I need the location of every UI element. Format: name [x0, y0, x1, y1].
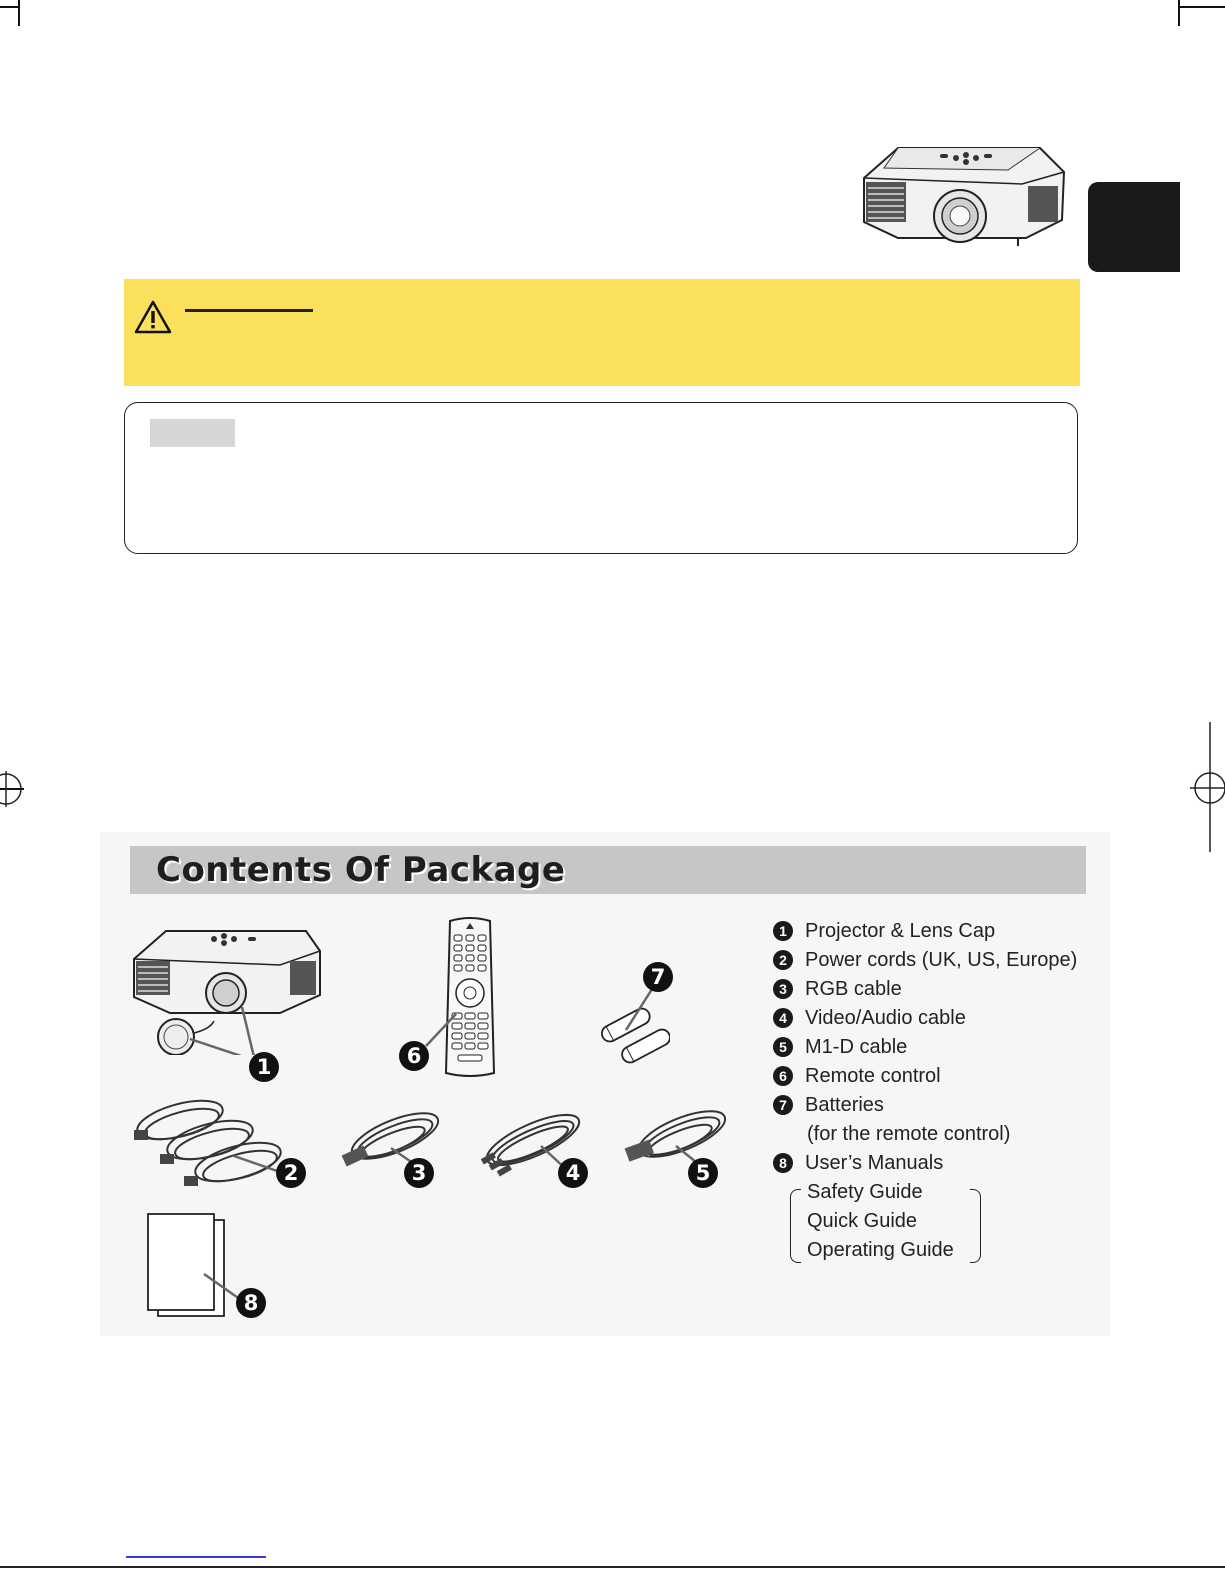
item-number: 1: [773, 921, 793, 941]
footer-rule: [0, 1566, 1225, 1568]
item-label: RGB cable: [805, 978, 902, 1000]
item-label: M1-D cable: [805, 1036, 908, 1058]
warning-heading-rule: [185, 309, 313, 312]
list-item: [773, 1094, 884, 1123]
remote-control-illustration: [440, 917, 500, 1079]
item-label: Video/Audio cable: [805, 1007, 966, 1029]
crop-mark: [0, 6, 20, 8]
list-item: [773, 978, 902, 1007]
projector-lens-cap-illustration: [130, 925, 330, 1055]
item-number: 6: [773, 1066, 793, 1086]
item-number: 3: [773, 979, 793, 999]
item-number: 8: [773, 1153, 793, 1173]
registration-mark-right: [1190, 722, 1225, 852]
note-tag: [150, 419, 235, 447]
item-label: Projector & Lens Cap: [805, 920, 996, 942]
item-label: Batteries: [805, 1094, 884, 1116]
item-label: Power cords (UK, US, Europe): [805, 949, 1078, 971]
chapter-tab: [1088, 182, 1180, 272]
warning-banner: [124, 279, 1080, 386]
crop-mark: [1178, 0, 1180, 26]
footer-link-rule: [126, 1556, 266, 1558]
projector-illustration: [858, 140, 1068, 250]
item-number: 5: [773, 1037, 793, 1057]
warning-triangle-icon: [134, 299, 172, 335]
contents-title: Contents Of Package: [156, 850, 566, 890]
callout-badge-5: 5: [688, 1158, 718, 1188]
manuals-illustration: [146, 1212, 246, 1320]
list-item: [773, 1152, 943, 1181]
item-number: 4: [773, 1008, 793, 1028]
callout-badge-4: 4: [558, 1158, 588, 1188]
manuals-bracket-left: [790, 1189, 801, 1263]
batteries-note: (for the remote control): [807, 1123, 1011, 1145]
list-item: [773, 1007, 966, 1036]
manual-item: Safety Guide: [807, 1181, 923, 1203]
callout-badge-1: 1: [249, 1052, 279, 1082]
item-label: Remote control: [805, 1065, 941, 1087]
list-item: [773, 920, 995, 949]
callout-badge-7: 7: [643, 962, 673, 992]
manual-item: Operating Guide: [807, 1239, 954, 1261]
callout-badge-3: 3: [404, 1158, 434, 1188]
crop-mark: [1178, 6, 1225, 8]
callout-badge-8: 8: [236, 1288, 266, 1318]
list-item: [773, 1036, 907, 1065]
note-box: [124, 402, 1078, 554]
list-item: [773, 949, 1077, 978]
item-number: 2: [773, 950, 793, 970]
registration-mark-left: [0, 771, 24, 807]
callout-badge-2: 2: [276, 1158, 306, 1188]
item-number: 7: [773, 1095, 793, 1115]
manual-item: Quick Guide: [807, 1210, 918, 1232]
crop-mark: [18, 0, 20, 26]
manuals-bracket-right: [970, 1189, 981, 1263]
list-item: [773, 1065, 941, 1094]
callout-badge-6: 6: [399, 1041, 429, 1071]
power-cords-illustration: [130, 1080, 300, 1200]
item-label: User’s Manuals: [805, 1152, 944, 1174]
callout-line-6: [420, 1010, 460, 1050]
